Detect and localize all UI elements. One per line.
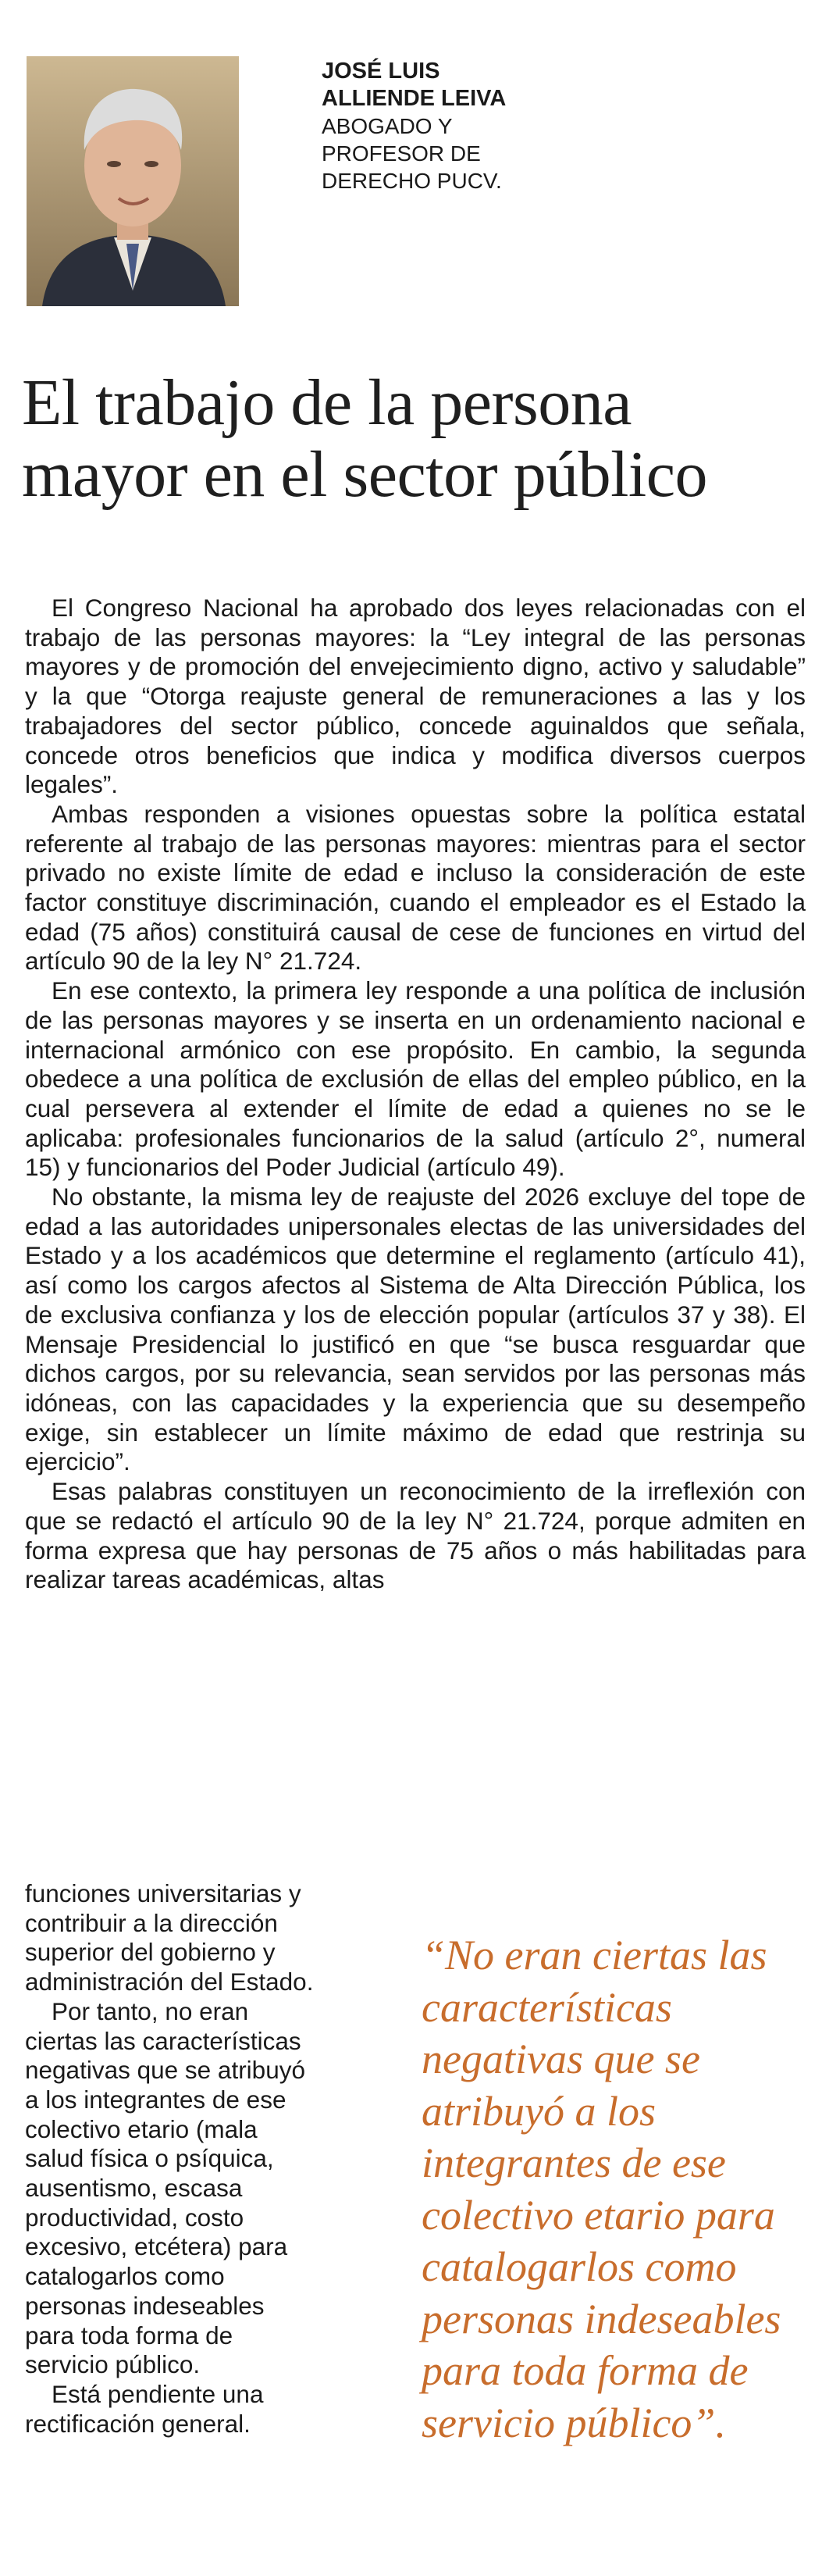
author-portrait-image	[27, 56, 239, 306]
article-title: El trabajo de la persona mayor en el sector público	[22, 366, 708, 511]
author-info	[322, 58, 790, 194]
article-paragraph-continuation: funciones universitarias y contribuir a la dirección superior del gobierno y administración del Estado.	[25, 1879, 314, 1996]
article-paragraph: En ese contexto, la primera ley responde a una política de inclusión de las personas mayores y se inserta en un ordenamiento nacional e internacional armónico con ese propósito. En cambio, la segunda obedece a una política de exclusión de ellas del empleo público, en la cual persevera al extender el límite de edad a quienes no se le aplicaba: profesionales funcionarios de la salud (artículo 2°, numeral 15) y funcionarios del Poder Judicial (artículo 49).	[25, 976, 806, 1182]
author-role-line2: PROFESOR DE	[322, 141, 481, 166]
pull-quote: “No eran ciertas las características negativas que se atribuyó a los integrantes de ese colectivo etario para catalogarlos como personas indeseables para toda forma de servicio público”.	[422, 1932, 781, 2446]
article-paragraph: No obstante, la misma ley de reajuste del 2026 excluye del tope de edad a las autoridades unipersonales electas de las universidades del Estado y a los académicos que determine el reglamento (artículo 41), así como los cargos afectos al Sistema de Alta Dirección Pública, los de exclusiva confianza y los de elección popular (artículos 37 y 38). El Mensaje Presidencial lo justificó en que “se busca resguardar que dichos cargos, por su relevancia, sean servidos por las personas más idóneas, con las capacidades y la experiencia que su desempeño exige, sin establecer un límite máximo de edad que restrinja su ejercicio”.	[25, 1183, 806, 1476]
author-role-line3: DERECHO PUCV.	[322, 169, 502, 193]
article-paragraph: El Congreso Nacional ha aprobado dos leyes relacionadas con el trabajo de las personas mayores: la “Ley integral de las personas mayores y de promoción del envejecimiento digno, activo y saludable” y la que “Otorga reajuste general de remuneraciones a las y los trabajadores del sector público, concede aguinaldos que señala, concede otros beneficios que indica y modifica diversos cuerpos legales”.	[25, 594, 806, 799]
author-byline	[27, 41, 807, 314]
article-paragraph: Ambas responden a visiones opuestas sobre la política estatal referente al trabajo de las personas mayores: mientras para el sector privado no existe límite de edad e incluso la consideración de este factor constituye discriminación, cuando el empleador es el Estado la edad (75 años) constituirá causal de cese de funciones en virtud del artículo 90 de la ley N° 21.724.	[25, 799, 806, 976]
author-name-line1: JOSÉ LUIS	[322, 59, 440, 84]
author-name-line2: ALLIENDE LEIVA	[322, 86, 507, 111]
author-photo	[27, 56, 239, 306]
article-body-narrow-column	[25, 1879, 315, 2439]
article-paragraph: Está pendiente una rectificación general.	[25, 2379, 264, 2438]
article-paragraph: Por tanto, no eran ciertas las características negativas que se atribuyó a los integrantes de ese colectivo etario (mala salud física o psíquica, ausentismo, escasa productividad, costo excesivo, etcétera) para catalogarlos como personas indeseables para toda forma de servicio público.	[25, 1996, 305, 2379]
author-role-line1: ABOGADO Y	[322, 114, 453, 138]
article-body	[25, 594, 806, 1595]
article-paragraph: Esas palabras constituyen un reconocimiento de la irreflexión con que se redactó el artículo 90 de la ley N° 21.724, porque admiten en forma expresa que hay personas de 75 años o más habilitadas para realizar tareas académicas, altas	[25, 1477, 806, 1594]
